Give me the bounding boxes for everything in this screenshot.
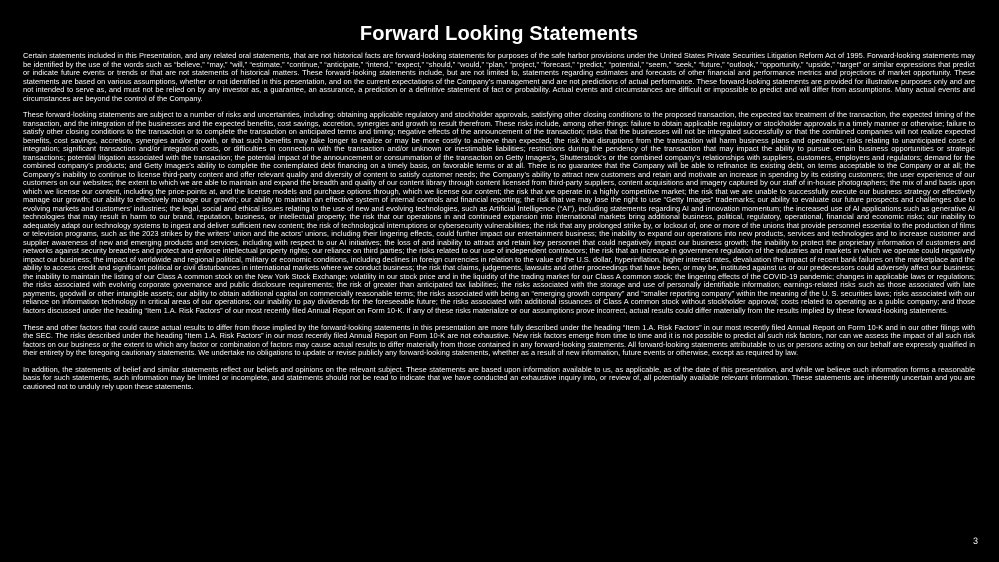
paragraph-beliefs: In addition, the statements of belief and similar statements reflect our beliefs and opinions on the relevant subject. These statements are based upon information available to us, as applicable, as of the date of this presentation, and while we believe such information forms a reasonable basis for such statements, such information may be limited or incomplete, and statements should not be read to indicate that we have conducted an exhaustive inquiry into, or review of, all potentially available relevant information. These statements are inherently uncertain and you are cautioned not to unduly rely upon these statements. bbox=[23, 364, 975, 391]
page-title: Forward Looking Statements bbox=[359, 23, 639, 45]
paragraph-risks: These forward-looking statements are subject to a number of risks and uncertainties, including: obtaining applicable regulatory and stockholder approvals, satisfying other closing conditions to the proposed transaction, the expected tax treatment of the transaction, the expected timing of the transaction, and the integration of the businesses and the expected benefits, cost savings, accretion, synergies and growth to result therefrom. These risks include, among other things: failure to obtain applicable regulatory or stockholder approvals in a timely manner or otherwise; failure to satisfy other closing conditions to the transaction or to complete the transaction on anticipated terms and timing; negative effects of the announcement of the transaction; risks that the businesses will not be integrated successfully or that the combined companies will not realize expected benefits, cost savings, accretion, synergies and/or growth, or that such benefits may take longer to realize or may be more costly to achieve than expected; the risk that disruptions from the transaction will harm business plans and operations; risks relating to unanticipated costs of integration; significant transaction and/or integration costs, or difficulties in connection with the transaction and/or unknown or inestimable liabilities; restrictions during the pendency of the transaction that may impact the ability to pursue certain business opportunities or strategic transactions; potential litigation associated with the transaction; the potential impact of the announcement or consummation of the transaction on Getty Images’s, Shutterstock’s or the combined company’s relationships with suppliers, customers, employers and regulators; demand for the combined company’s products; and Getty Images’s ability to complete the contemplated debt financing on a timely basis, on favorable terms or at all. There is no guarantee that the Company will be able to refinance its existing debt, on terms acceptable to the Company or at all; the Company’s inability to continue to license third-party content and offer relevant quality and diversity of content to satisfy customer needs; the Company’s ability to attract new customers and retain and motivate an increase in spending by its existing customers; the user experience of our customers on our websites; the extent to which we are able to maintain and expand the breadth and quality of our content library through content licensed from third-party suppliers, content acquisitions and imagery captured by our staff of in-house photographers; the mix of and basis upon which we license our content, including the price-points at, and the license models and purchase options through, which we license our content; the risk that we operate in a highly competitive market; the risk that we are unable to successfully execute our business strategy or effectively manage our growth; our ability to effectively manage our growth; our ability to maintain an effective system of internal controls and financial reporting; the risk that we may lose the right to use “Getty Images” trademarks; our ability to evaluate our future prospects and challenges due to evolving markets and customers’ industries; the legal, social and ethical issues relating to the use of new and evolving technologies, such as Artificial Intelligence (“AI”), including statements regarding AI and innovation momentum; the increased use of AI applications such as generative AI technologies that may result in harm to our brand, reputation, business, or intellectual property; the risk that our operations in and continued expansion into international markets bring additional business, political, regulatory, operational, financial and economic risks; our inability to adequately adapt our technology systems to ingest and deliver sufficient new content; the risk of technological interruptions or cybersecurity vulnerabilities; the risk that any prolonged strike by, or lockout of, one or more of the unions that provide personnel essential to the production of films or television programs, such as the 2023 strikes by the writers’ union and the actors’ unions, including their lingering effects, could further impact our entertainment business; the inability to expand our operations into new products, services and technologies and to increase customer and supplier awareness of new and emerging products and services, including with respect to our AI initiatives; the loss of and inability to attract and retain key personnel that could negatively impact our business growth; the inability to protect the proprietary information of customers and networks against security breaches and protect and enforce intellectual property rights; our reliance on third parties; the risks related to our use of independent contractors; the risk that an increase in government regulation of the industries and markets in which we operate could negatively impact our business; the impact of worldwide and regional political, military or economic conditions, including declines in foreign currencies in relation to the value of the U.S. dollar, hyperinflation, higher interest rates, devaluation the impact of recent bank failures on the marketplace and the ability to access credit and significant political or civil disturbances in international markets where we conduct business; the risk that claims, judgements, lawsuits and other proceedings that have been, or may be, instituted against us or our predecessors could adversely affect our business; the inability to maintain the listing of our Class A common stock on the New York Stock Exchange; volatility in our stock price and in the liquidity of the trading market for our Class A common stock; the lingering effects of the COVID-19 pandemic; changes in applicable laws or regulations; the risks associated with evolving corporate governance and public disclosure requirements; the risk of greater than anticipated tax liabilities; the risks associated with the storage and use of personally identifiable information; earnings-related risks such as those associated with late payments, goodwill or other intangible assets; our ability to obtain additional capital on commercially reasonable terms; the risks associated with being an “emerging growth company” and “smaller reporting company” within the meaning of the U. S. securities laws; risks associated with our reliance on information technology in critical areas of our operations; our inability to pay dividends for the foreseeable future; the risks associated with additional issuances of Class A common stock without stockholder approval; costs related to operating as a public company; and those factors discussed under the heading “Item 1.A. Risk Factors” of our most recently filed Annual Report on Form 10-K. If any of these risks materialize or our assumptions prove incorrect, actual results could differ materially from the results implied by these forward-looking statements. bbox=[23, 110, 975, 315]
page-number: 3 bbox=[972, 536, 978, 546]
disclaimer-body bbox=[23, 52, 975, 391]
paragraph-safe-harbor: Certain statements included in this Presentation, and any related oral statements, that are not historical facts are forward-looking statements for purposes of the safe harbor provisions under the United States Private Securities Litigation Reform Act of 1995. Forward-looking statements may be identified by the use of the words such as “believe,” “may,” “will,” “estimate,” “continue,” “anticipate,” “intend,” “expect,” “should,” “would,” “plan,” “project,” “forecast,” “predict,” “potential,” “seem,” “seek,” “future,” “outlook,” “opportunity,” “upside,” “target” or similar expressions that predict or indicate future events or trends or that are not statements of historical matters. These forward-looking statements include, but are not limited to, statements regarding estimates and forecasts of other financial and performance metrics and projections of market opportunity. These statements are based on various assumptions, whether or not identified in this presentation, and on the current expectations of the Company’s management and are not predictions of actual performance. These forward-looking statements are provided for illustrative purposes only and are not intended to serve as, and must not be relied on by any investor as, a guarantee, an assurance, a prediction or a definitive statement of fact or probability. Actual events and circumstances are difficult or impossible to predict and will differ from assumptions. Many actual events and circumstances are beyond the control of the Company. bbox=[23, 51, 975, 103]
paragraph-other-factors: These and other factors that could cause actual results to differ from those implied by the forward-looking statements in this presentation are more fully described under the heading “Item 1.A. Risk Factors” in our most recently filed Annual Report on Form 10-K and in our other filings with the SEC. The risks described under the heading “Item 1.A. Risk Factors” in our most recently filed Annual Report on Form 10-K are not exhaustive. New risk factors emerge from time to time and it is not possible to predict all such risk factors, nor can we assess the impact of all such risk factors on our business or the extent to which any factor or combination of factors may cause actual results to differ materially from those contained in any forward-looking statements. All forward-looking statements attributable to us or persons acting on our behalf are expressly qualified in their entirety by the foregoing cautionary statements. We undertake no obligations to update or revise publicly any forward-looking statements, whether as a result of new information, future events or otherwise, except as required by law. bbox=[23, 322, 975, 358]
